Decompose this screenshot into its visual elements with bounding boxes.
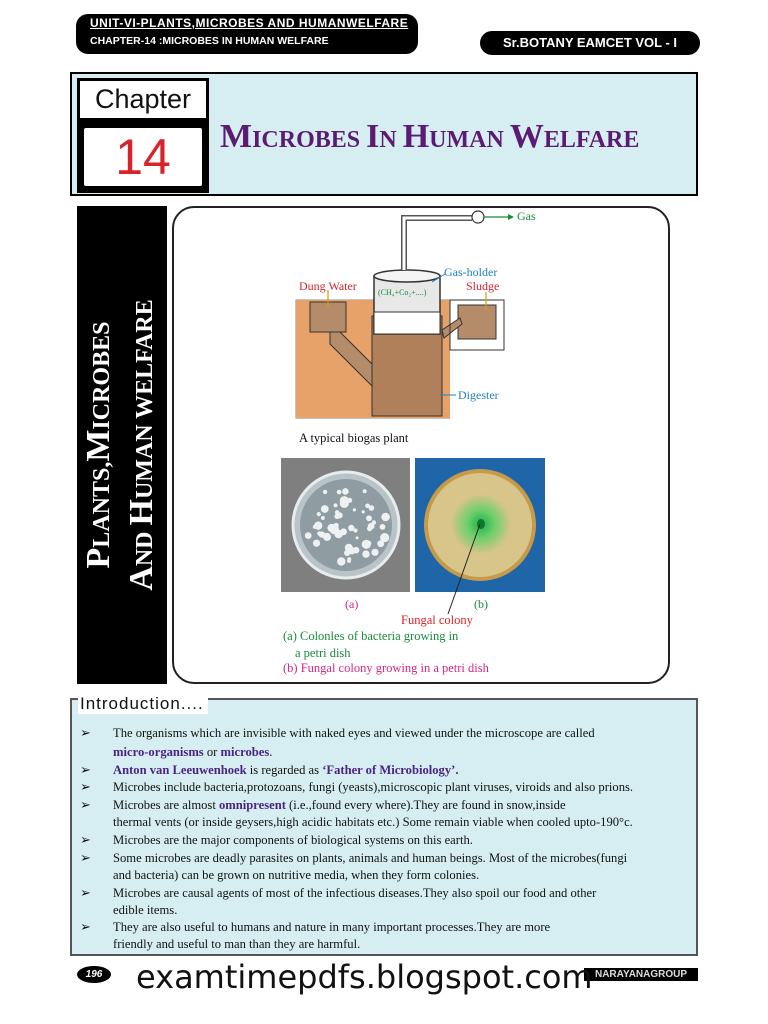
bacterial-colony [342,488,349,495]
intro-point-7-line2: edible items. [113,903,178,917]
petri-caption-b: (b) Fungal colony growing in a petri dish [283,661,489,675]
bacterial-colony [314,522,322,530]
bacterial-colony [337,557,345,565]
label-gas: Gas [517,209,536,223]
intro-point-6-line1: Some microbes are deadly parasites on plants, animals and human beings. Most of the microbes(fungi [113,851,628,865]
side-banner-text: PLANTS,MICROBES AND HUMAN WELFARE [80,299,160,591]
bacterial-colony [381,513,390,522]
bacterial-colony [321,516,325,520]
watermark-url: examtimepdfs.blogspot.com [136,958,593,996]
intro-point-1-line1: The organisms which are invisible with naked eyes and viewed under the microscope are called [113,726,595,740]
header-unit-text: UNIT-VI-PLANTS,MICROBES AND HUMANWELFARE [90,16,409,30]
bacterial-colony [369,505,375,511]
bacterial-colony [366,515,372,521]
bacterial-colony [305,532,312,539]
intro-point-8-line1: They are also useful to humans and nature in many important processes.They are more [113,920,551,934]
intro-point-4-line2: thermal vents (or inside geysers,high acidic habitats etc.) Some remain viable when cooled upto-190°c. [113,815,633,829]
bacterial-colony [380,524,386,530]
bacterial-colony [371,549,378,556]
bacterial-colony [356,536,359,539]
bacterial-colony [340,528,347,535]
bacterial-colony [362,510,365,513]
publisher-label: NARAYANAGROUP [584,968,698,981]
bacterial-colony [347,559,351,563]
bacterial-colony [345,544,353,552]
bacterial-colony [368,523,375,530]
intro-point-1-line2: micro-organisms or microbes. [113,745,273,759]
label-dung-water: Dung Water [299,279,357,293]
chapter-word: Chapter [77,78,209,121]
introduction-heading: Introduction.... [78,694,208,714]
bullet-icon: ➢ [80,725,91,740]
bacterial-colony [363,489,367,493]
bacterial-colony [317,512,321,516]
petri-dish-fungus [415,458,545,614]
petri-caption-a-line2: a petri dish [295,646,351,660]
bullet-icon: ➢ [80,919,91,934]
bacterial-colony [334,514,340,520]
bullet-icon: ➢ [80,885,91,900]
bacterial-colony [333,523,338,528]
chapter-title: MICROBES IN HUMAN WELFARE [220,118,640,155]
bacterial-colony [353,528,357,532]
intro-point-7-line1: Microbes are causal agents of most of the infectious diseases.They also spoil our food and other [113,886,597,900]
bacterial-colony [313,540,320,547]
bacterial-colony [379,542,384,547]
label-petri-a: (a) [345,597,359,611]
bullet-icon: ➢ [80,850,91,865]
label-sludge: Sludge [466,279,500,293]
label-gas-formula: (CH₄+Co₂+....) [378,288,427,297]
petri-dish-bacteria [281,458,410,592]
bacterial-colony [340,496,349,505]
bacterial-colony [380,533,389,542]
bacterial-colony [366,541,372,547]
bullet-icon: ➢ [80,832,91,847]
bacterial-colony [321,505,329,513]
bullet-icon: ➢ [80,779,91,794]
intro-point-6-line2: and bacteria) can be grown on nutritive media, when they form colonies. [113,868,480,882]
bacterial-colony [337,490,342,495]
header-book-label: Sr.BOTANY EAMCET VOL - I [480,31,700,55]
label-petri-b: (b) [474,597,488,611]
biogas-caption: A typical biogas plant [299,431,409,445]
biogas-plant-diagram [296,211,514,418]
intro-point-8-line2: friendly and useful to man than they are harmful. [113,937,361,951]
label-digester: Digester [458,388,499,402]
header-chapter-text: CHAPTER-14 :MICROBES IN HUMAN WELFARE [90,35,329,47]
bullet-icon: ➢ [80,797,91,812]
chapter-number: 14 [84,128,202,186]
petri-caption-a-line1: (a) Colonles of bacteria growing in [283,629,459,643]
intro-point-4-line1: Microbes are almost omnipresent (i.e.,found every where).They are found in snow,inside [113,798,566,812]
intro-point-3: Microbes include bacteria,protozoans, fungi (yeasts),microscopic plant viruses, viroids and also prions. [113,780,634,794]
bacterial-colony [323,490,327,494]
bacterial-colony [353,508,356,511]
label-gas-holder: Gas-holder [444,265,498,279]
bullet-icon: ➢ [80,762,91,777]
label-fungal-colony: Fungal colony [401,613,473,627]
page-number: 196 [77,966,111,983]
intro-point-5: Microbes are the major components of biological systems on this earth. [113,833,473,847]
bacterial-colony [334,503,338,507]
intro-point-2: Anton van Leeuwenhoek is regarded as ‘Father of Microbiology’. [113,763,459,777]
bacterial-colony [319,531,325,537]
bacterial-colony [362,550,369,557]
